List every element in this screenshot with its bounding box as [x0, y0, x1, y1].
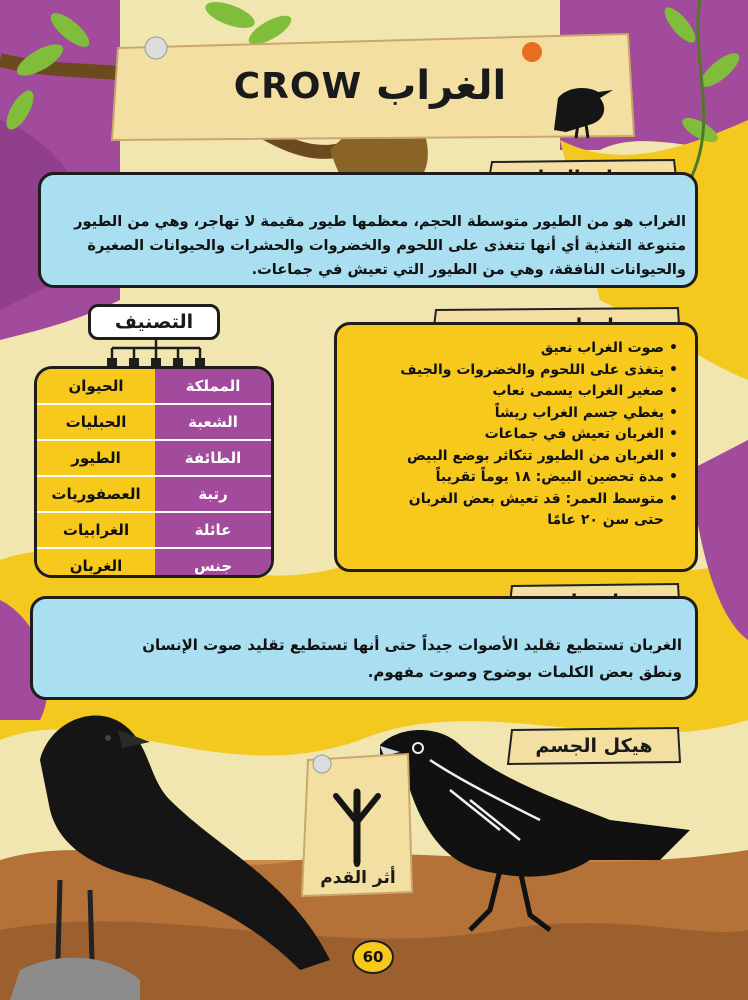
- table-row: [37, 405, 271, 439]
- classification-value: الحبليات: [37, 405, 155, 439]
- traits-line: والحيوانات النافقة، وهي من الطيور التي تعيش في جماعات.: [251, 261, 686, 278]
- traits-line: الغراب هو من الطيور متوسطة الحجم، معظمها طيور مقيمة لا تهاجر، وهي من الطيور: [74, 213, 686, 230]
- list-item-continuation: حتى سن ٢٠ عامًا: [547, 512, 664, 528]
- list-item: • صغير الغراب يسمى نعاب: [348, 381, 678, 403]
- page-title: [160, 56, 580, 116]
- list-item: • الغربان من الطيور تتكاثر بوضع البيض: [348, 446, 678, 468]
- title-english: CROW: [233, 65, 363, 107]
- traits-text: [52, 210, 686, 282]
- list-item: • يغطي جسم الغراب ريشاً: [348, 403, 678, 425]
- classification-value: الطيور: [37, 441, 155, 475]
- list-item: • يتغذى على اللحوم والخضروات والجيف: [348, 360, 678, 382]
- footprint-label: أثر القدم: [320, 868, 396, 888]
- skeleton-heading: هيكل الجسم: [535, 735, 653, 757]
- classification-key: عائلة: [155, 513, 271, 547]
- table-row: [37, 513, 271, 547]
- classification-table: [34, 366, 274, 578]
- did-you-know-line: الغربان تستطيع تقليد الأصوات جيداً حتى أنها تستطيع تقليد صوت الإنسان: [142, 636, 682, 654]
- classification-key: جنس: [155, 549, 271, 578]
- classification-key: المملكة: [155, 369, 271, 403]
- table-row: [37, 477, 271, 511]
- table-row: [37, 369, 271, 403]
- classification-key: الطائفة: [155, 441, 271, 475]
- classification-key: الشعبة: [155, 405, 271, 439]
- list-item: • الغربان تعيش في جماعات: [348, 424, 678, 446]
- traits-line: متنوعة التغذية أي أنها تتغذى على اللحوم والخضروات والحشرات والحيوانات الصغيرة: [87, 237, 686, 254]
- classification-heading: التصنيف: [114, 311, 194, 333]
- classification-value: الحيوان: [37, 369, 155, 403]
- table-row: [37, 441, 271, 475]
- classification-heading-box: [88, 304, 220, 340]
- title-arabic: الغراب: [376, 63, 507, 109]
- page-number: 60: [352, 940, 394, 974]
- did-you-know-text: [46, 632, 682, 686]
- did-you-know-line: ونطق بعض الكلمات بوضوح وصوت مفهوم.: [367, 663, 682, 681]
- table-row: [37, 549, 271, 578]
- list-item: • صوت الغراب نعيق: [348, 338, 678, 360]
- classification-key: رتبة: [155, 477, 271, 511]
- skeleton-heading-tag: [506, 726, 682, 766]
- classification-value: الغرابيات: [37, 513, 155, 547]
- classification-value: العصفوريات: [37, 477, 155, 511]
- classification-value: الغربان: [37, 549, 155, 578]
- brief-list: [348, 338, 678, 532]
- list-item: • متوسط العمر: قد تعيش بعض الغربان: [348, 489, 678, 511]
- classification-connector: [100, 338, 212, 368]
- list-item: • مدة تحضين البيض: ١٨ يوماً تقريباً: [348, 467, 678, 489]
